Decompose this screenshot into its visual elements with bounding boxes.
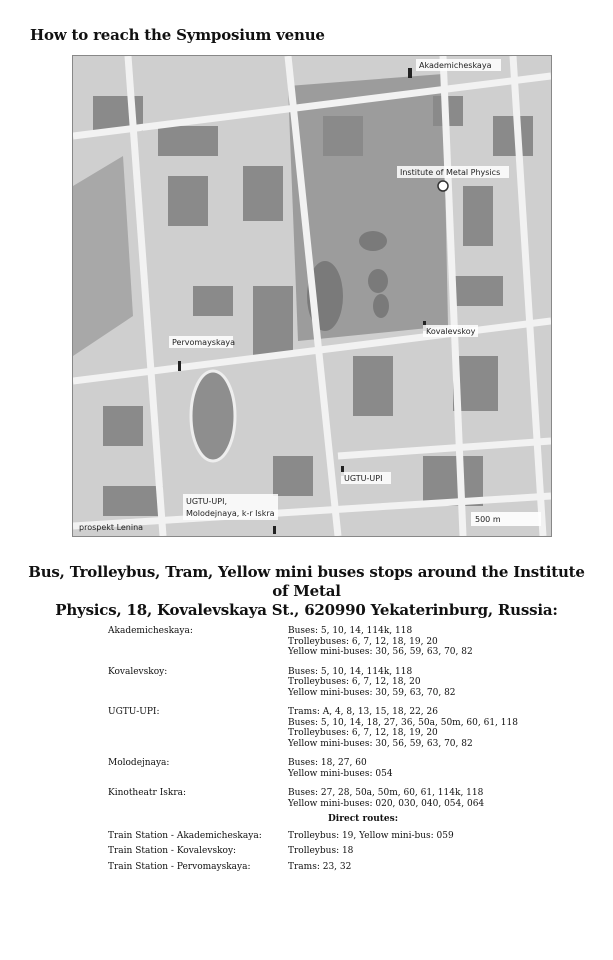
stop-row — [108, 707, 548, 749]
route-line: Buses: 5, 10, 14, 114k, 118 — [288, 666, 413, 677]
route-line: Buses: 27, 28, 50a, 50m, 60, 61, 114k, 118 — [288, 788, 484, 798]
map-label-ugtu-upi: UGTU-UPI — [344, 474, 383, 483]
direct-routes-heading: Direct routes: — [328, 814, 399, 824]
direct-route-name: Train Station - Pervomayskaya: — [108, 861, 251, 872]
stop-row — [108, 667, 548, 699]
venue-map — [72, 55, 552, 537]
map-label-imp: Institute of Metal Physics — [400, 168, 501, 177]
direct-route-row — [108, 862, 548, 873]
route-line: Trolleybuses: 6, 7, 12, 18, 19, 20 — [288, 636, 438, 647]
stops-heading-line2: Physics, 18, Kovalevskaya St., 620990 Yekaterinburg, Russia: — [55, 601, 558, 619]
route-line: Yellow mini-buses: 30, 56, 59, 63, 70, 82 — [288, 738, 473, 749]
direct-route-name: Train Station - Akademicheskaya: — [108, 830, 262, 841]
stop-name: Kinotheatr Iskra: — [108, 788, 187, 798]
map-graphic — [73, 56, 551, 536]
direct-route-row — [108, 846, 548, 857]
stop-row — [108, 758, 548, 779]
stop-row — [108, 626, 548, 658]
direct-route-row — [108, 831, 548, 842]
route-line: Buses: 18, 27, 60 — [288, 758, 367, 768]
route-line: Trolleybuses: 6, 7, 12, 18, 19, 20 — [288, 728, 438, 738]
stop-routes — [288, 758, 548, 779]
stop-routes — [288, 667, 548, 699]
route-line: Buses: 5, 10, 14, 114k, 118 — [288, 626, 413, 636]
route-line: Buses: 5, 10, 14, 18, 27, 36, 50a, 50m, 60, 61, 118 — [288, 717, 518, 728]
map-label-pervomayskaya: Pervomayskaya — [172, 338, 236, 347]
route-line: Yellow mini-buses: 30, 56, 59, 63, 70, 82 — [288, 647, 473, 657]
map-label-molodejnaya: Molodejnaya, k-r Iskra — [186, 509, 275, 518]
stop-name: Molodejnaya: — [108, 758, 170, 768]
stop-name: Akademicheskaya: — [108, 626, 193, 636]
stop-routes — [288, 626, 548, 658]
direct-route-lines: Trams: 23, 32 — [288, 861, 352, 872]
route-line: Yellow mini-buses: 054 — [288, 768, 393, 779]
stops-heading — [20, 563, 593, 620]
stop-row — [108, 788, 548, 809]
stop-routes — [288, 707, 548, 749]
map-label-prospekt: prospekt Lenina — [79, 523, 144, 532]
route-line: Yellow mini-buses: 020, 030, 040, 054, 064 — [288, 798, 485, 809]
stops-heading-line1: Bus, Trolleybus, Tram, Yellow mini buses stops around the Institute of Metal — [28, 563, 585, 600]
map-label-akademicheskaya: Akademicheskaya — [419, 61, 492, 70]
stops-table — [108, 626, 548, 877]
route-line: Trams: A, 4, 8, 13, 15, 18, 22, 26 — [288, 707, 438, 717]
route-line: Yellow mini-buses: 30, 59, 63, 70, 82 — [288, 687, 456, 698]
direct-route-name: Train Station - Kovalevskoy: — [108, 846, 237, 856]
map-label-ugtu-upi-2: UGTU-UPI, — [186, 497, 227, 506]
stop-routes — [288, 788, 548, 809]
map-label-kovalevskoy: Kovalevskoy — [426, 327, 476, 336]
map-scale: 500 m — [475, 515, 501, 524]
direct-route-lines: Trolleybus: 19, Yellow mini-bus: 059 — [288, 830, 454, 841]
stop-name: Kovalevskoy: — [108, 666, 168, 677]
page-title: How to reach the Symposium venue — [30, 26, 325, 44]
direct-route-lines: Trolleybus: 18 — [288, 846, 354, 856]
route-line: Trolleybuses: 6, 7, 12, 18, 20 — [288, 677, 421, 687]
stop-name: UGTU-UPI: — [108, 707, 160, 717]
